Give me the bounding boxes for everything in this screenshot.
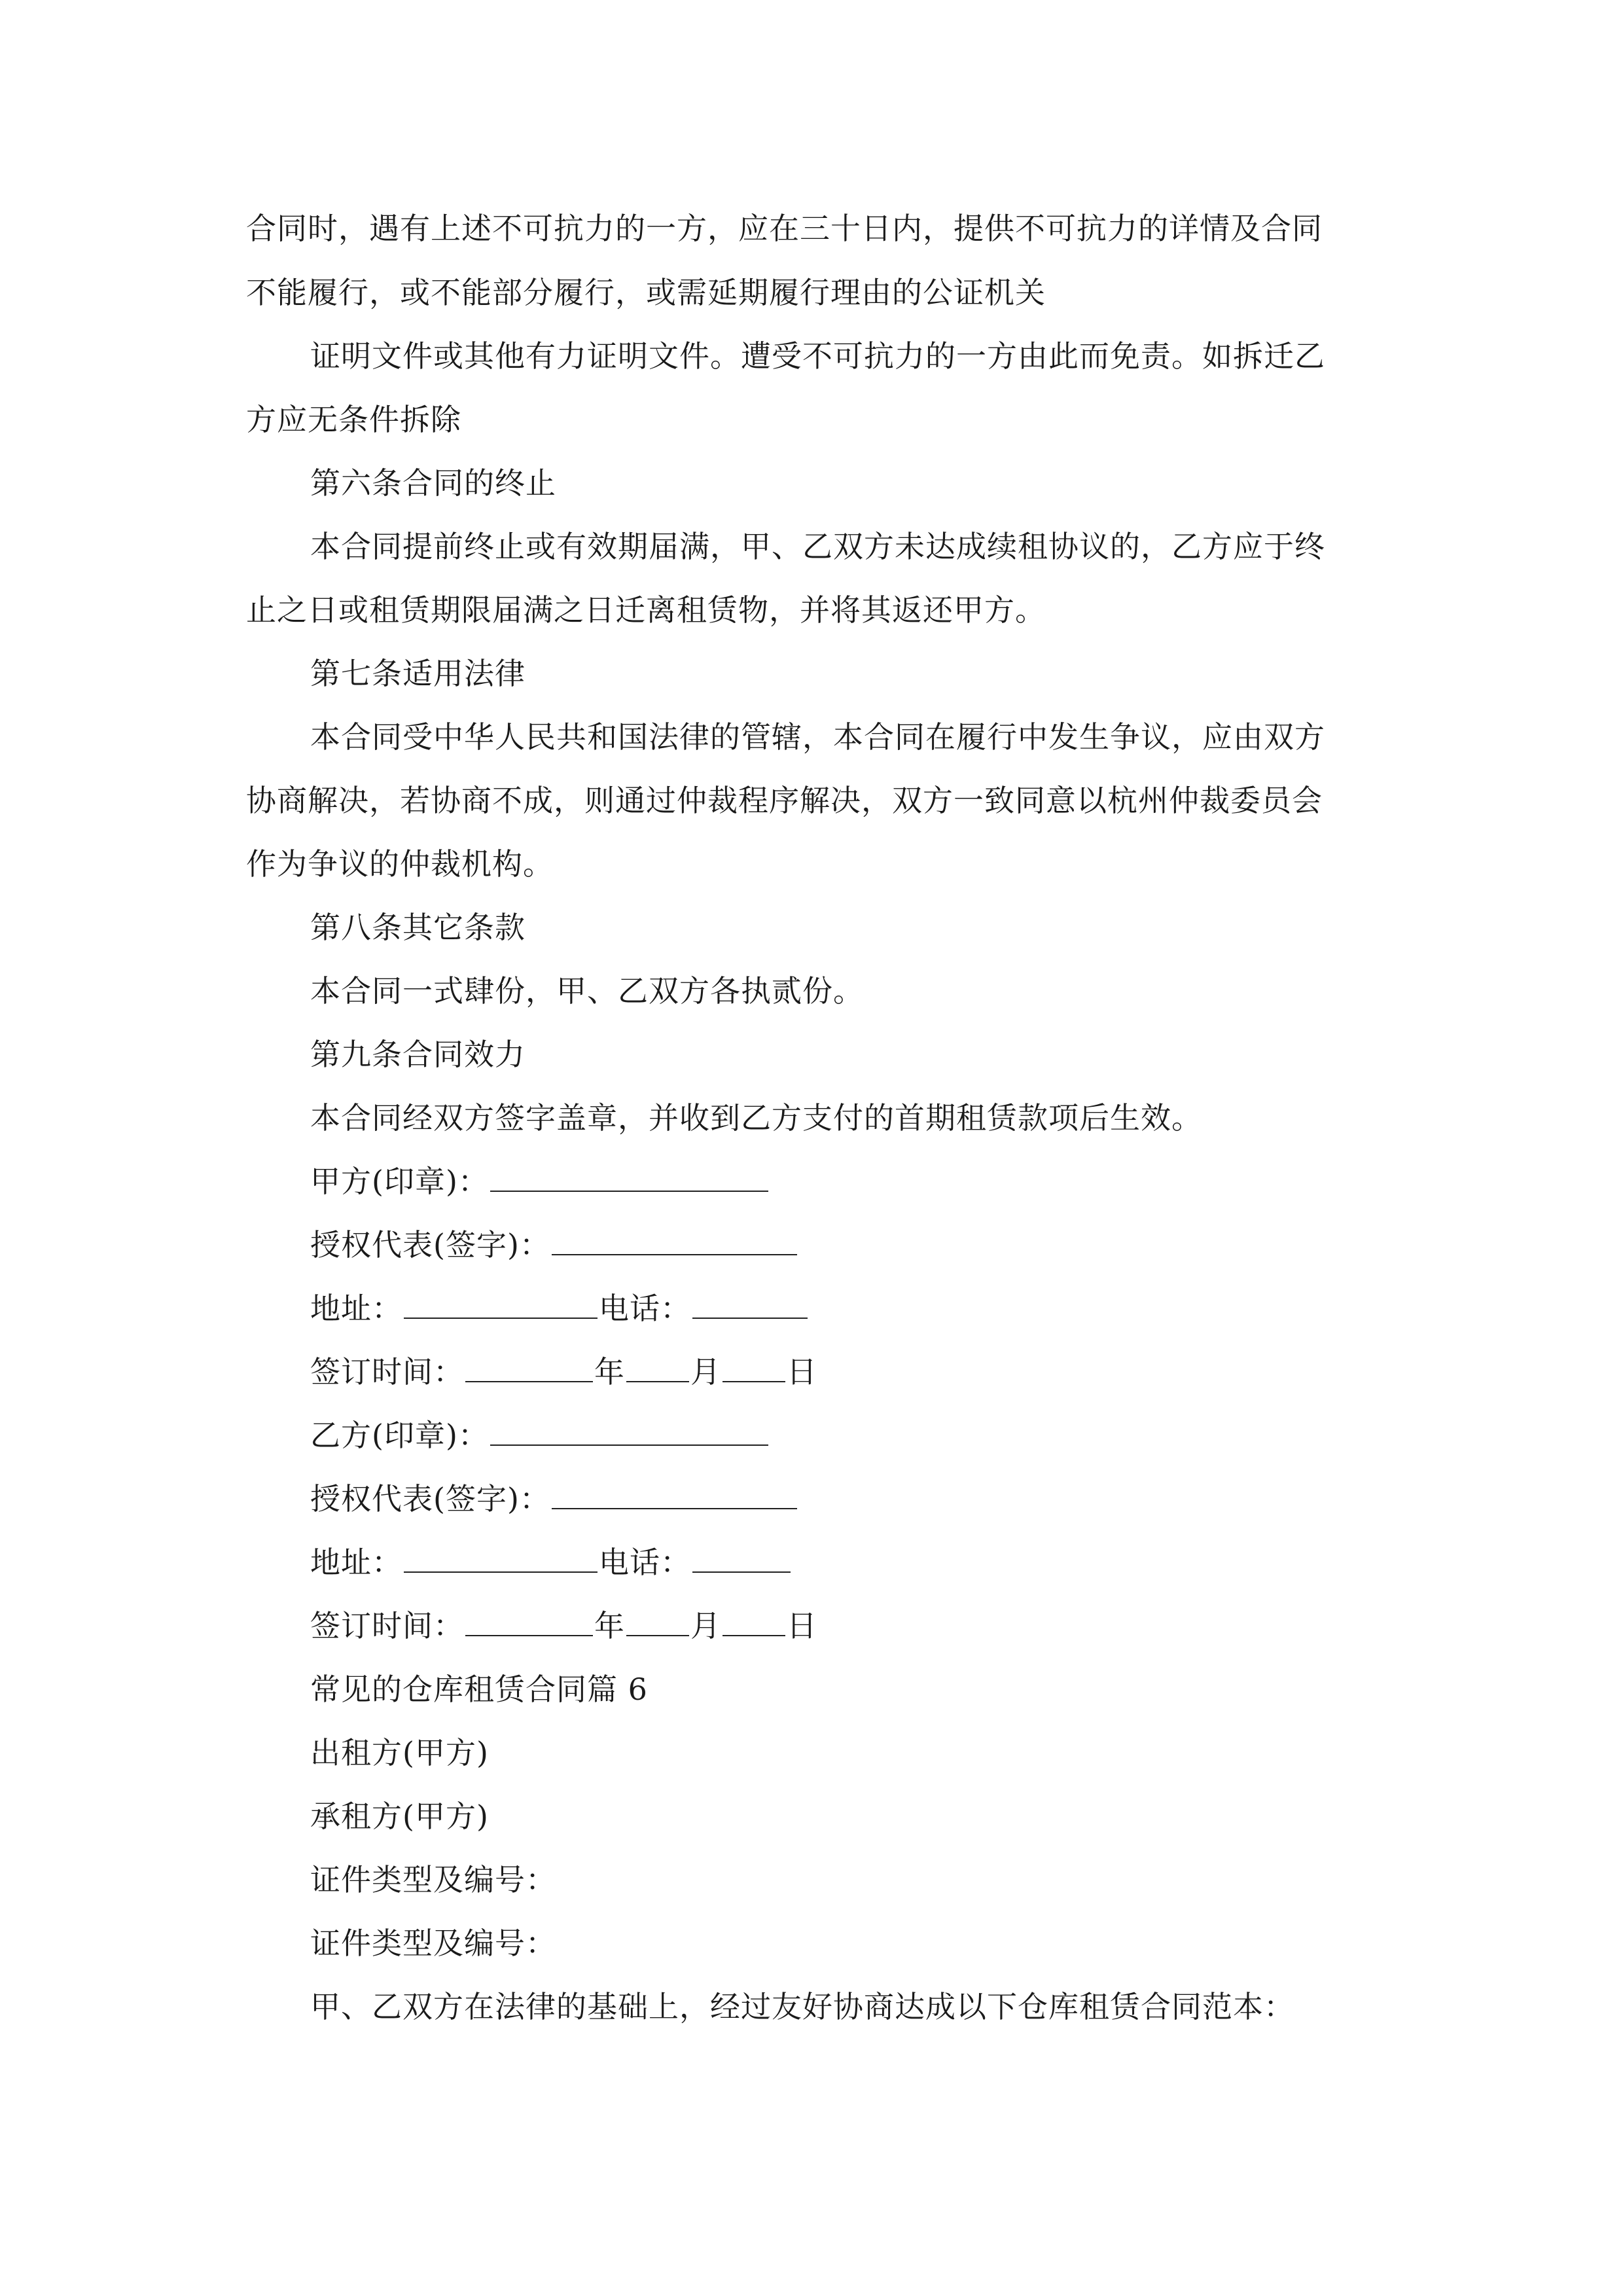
party-a-rep-label: 授权代表(签字)： (310, 1227, 550, 1263)
party-b-seal-line (310, 1416, 770, 1455)
text-line: 合同时，遇有上述不可抗力的一方，应在三十日内，提供不可抗力的详情及合同 (246, 211, 1323, 246)
party-b-month-label: 月 (690, 1608, 721, 1643)
party-b-seal-blank[interactable] (490, 1416, 768, 1446)
text-line: 承租方(甲方) (310, 1799, 489, 1834)
party-a-phone-blank[interactable] (692, 1289, 808, 1319)
party-a-seal-label: 甲方(印章)： (310, 1164, 489, 1199)
text-line: 本合同经双方签字盖章，并收到乙方支付的首期租赁款项后生效。 (310, 1100, 1202, 1136)
party-b-month-blank[interactable] (626, 1606, 689, 1636)
text-line: 甲、乙双方在法律的基础上，经过友好协商达成以下仓库租赁合同范本： (310, 1989, 1294, 2024)
party-a-address-label: 地址： (310, 1291, 402, 1326)
section-heading: 第六条合同的终止 (310, 465, 556, 501)
party-a-phone-label: 电话： (599, 1291, 691, 1326)
party-b-day-blank[interactable] (722, 1606, 785, 1636)
party-b-phone-blank[interactable] (692, 1543, 791, 1573)
party-a-year-label: 年 (594, 1354, 625, 1390)
document-section-title: 常见的仓库租赁合同篇 6 (310, 1672, 648, 1707)
text-line: 方应无条件拆除 (246, 402, 461, 437)
text-line: 止之日或租赁期限届满之日迁离租赁物，并将其返还甲方。 (246, 592, 1046, 628)
party-a-date-line (310, 1352, 817, 1391)
party-b-day-label: 日 (787, 1608, 817, 1643)
party-a-month-blank[interactable] (626, 1352, 689, 1382)
party-b-rep-line (310, 1479, 798, 1518)
text-line: 出租方(甲方) (310, 1735, 489, 1770)
section-heading: 第七条适用法律 (310, 656, 526, 691)
party-b-date-label: 签订时间： (310, 1608, 464, 1643)
party-a-month-label: 月 (690, 1354, 721, 1390)
party-b-rep-blank[interactable] (552, 1479, 797, 1509)
text-line: 证件类型及编号： (310, 1926, 556, 1961)
text-line: 本合同一式肆份，甲、乙双方各执贰份。 (310, 973, 864, 1009)
party-b-seal-label: 乙方(印章)： (310, 1418, 489, 1453)
text-line: 本合同提前终止或有效期届满，甲、乙双方未达成续租协议的，乙方应于终 (310, 529, 1325, 564)
party-a-date-label: 签订时间： (310, 1354, 464, 1390)
party-b-rep-label: 授权代表(签字)： (310, 1481, 550, 1516)
party-a-address-blank[interactable] (404, 1289, 597, 1319)
party-b-phone-label: 电话： (599, 1545, 691, 1580)
text-line: 本合同受中华人民共和国法律的管辖，本合同在履行中发生争议，应由双方 (310, 719, 1325, 755)
party-b-year-label: 年 (594, 1608, 625, 1643)
party-b-year-blank[interactable] (465, 1606, 593, 1636)
party-b-date-line (310, 1606, 817, 1645)
party-a-contact-line (310, 1289, 809, 1328)
party-b-contact-line (310, 1543, 792, 1582)
party-a-seal-line (310, 1162, 770, 1201)
party-a-rep-line (310, 1225, 798, 1265)
text-line: 证件类型及编号： (310, 1862, 556, 1897)
text-line: 作为争议的仲裁机构。 (246, 846, 554, 882)
text-line: 协商解决，若协商不成，则通过仲裁程序解决，双方一致同意以杭州仲裁委员会 (246, 783, 1323, 818)
party-a-day-blank[interactable] (722, 1352, 785, 1382)
section-heading: 第九条合同效力 (310, 1037, 526, 1072)
party-a-year-blank[interactable] (465, 1352, 593, 1382)
party-a-day-label: 日 (787, 1354, 817, 1390)
party-b-address-label: 地址： (310, 1545, 402, 1580)
section-heading: 第八条其它条款 (310, 910, 526, 945)
text-line: 不能履行，或不能部分履行，或需延期履行理由的公证机关 (246, 275, 1046, 310)
party-a-seal-blank[interactable] (490, 1162, 768, 1192)
party-b-address-blank[interactable] (404, 1543, 597, 1573)
text-line: 证明文件或其他有力证明文件。遭受不可抗力的一方由此而免责。如拆迁乙 (310, 338, 1325, 374)
party-a-rep-blank[interactable] (552, 1225, 797, 1255)
